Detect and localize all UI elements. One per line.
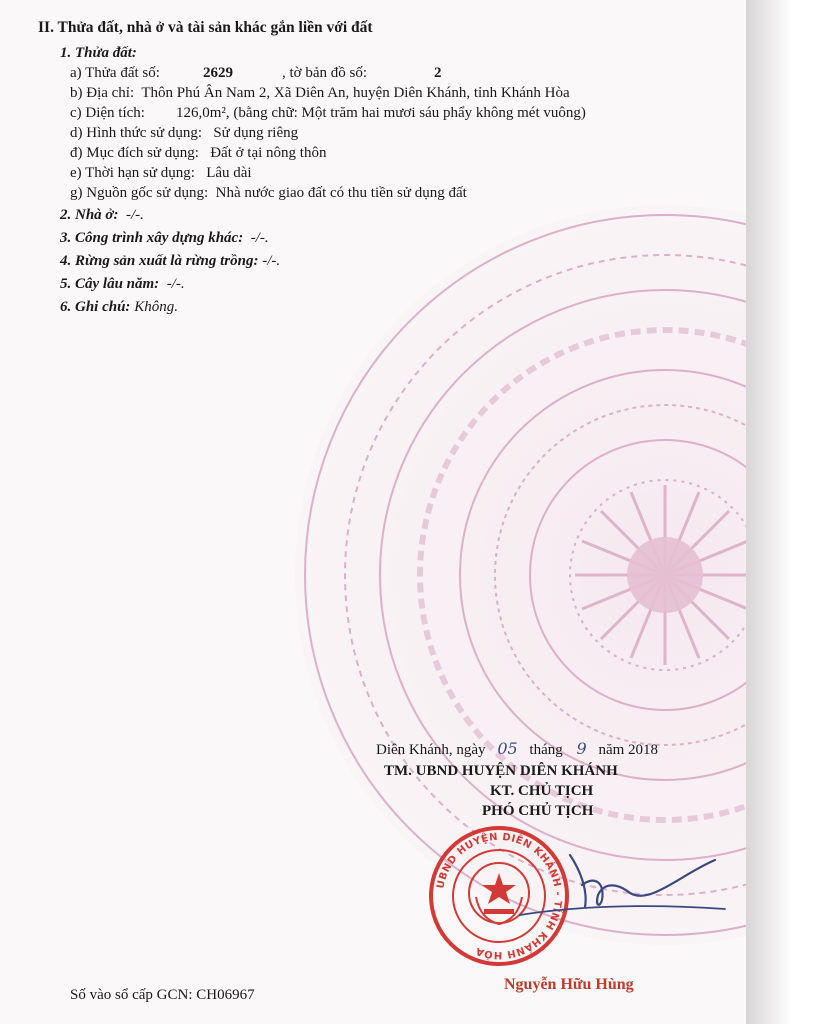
usage-term-value: Lâu dài bbox=[206, 165, 252, 181]
sign-day: 05 bbox=[497, 739, 518, 758]
area-value: 126,0m², (bằng chữ: Một trăm hai mươi sáu phẩy không mét vuông) bbox=[176, 105, 586, 121]
address-value: Thôn Phú Ân Nam 2, Xã Diên An, huyện Diên Khánh, tỉnh Khánh Hòa bbox=[141, 85, 570, 101]
construction-value: -/-. bbox=[250, 230, 269, 246]
registry-number: Số vào sổ cấp GCN: CH06967 bbox=[70, 987, 255, 1003]
place-date bbox=[376, 739, 658, 759]
construction-label: 3. Công trình xây dựng khác: bbox=[60, 230, 244, 246]
parcel-number-value: 2629 bbox=[203, 65, 233, 81]
page-edge-shadow bbox=[746, 0, 823, 1024]
handwritten-signature bbox=[510, 845, 730, 925]
usage-term-label: e) Thời hạn sử dụng: bbox=[70, 165, 195, 181]
month-label: tháng bbox=[529, 742, 563, 758]
usage-term-row bbox=[70, 165, 252, 182]
trees-row bbox=[60, 276, 185, 293]
trees-label: 5. Cây lâu năm: bbox=[60, 276, 160, 292]
stamp-ring-text: UBND HUYỆN DIÊN KHÁNH - TỈNH KHÁNH HÒA bbox=[435, 831, 564, 961]
kt-title: KT. CHỦ TỊCH bbox=[490, 783, 594, 799]
parcel-heading: 1. Thửa đất: bbox=[60, 45, 137, 61]
construction-row bbox=[60, 230, 269, 247]
usage-form-value: Sử dụng riêng bbox=[213, 125, 299, 141]
sign-month: 9 bbox=[576, 739, 587, 758]
usage-form-row bbox=[70, 125, 298, 142]
area-label: c) Diện tích: bbox=[70, 105, 145, 121]
note-value: Không. bbox=[134, 299, 178, 315]
house-value: -/-. bbox=[125, 207, 144, 223]
forest-label: 4. Rừng sản xuất là rừng trồng: bbox=[60, 253, 259, 269]
usage-origin-value: Nhà nước giao đất có thu tiền sử dụng đất bbox=[215, 185, 467, 201]
parcel-number-row bbox=[70, 65, 160, 82]
usage-origin-row bbox=[70, 185, 467, 202]
parcel-number-label: a) Thửa đất số: bbox=[70, 65, 160, 81]
forest-value: -/-. bbox=[262, 253, 281, 269]
usage-purpose-row bbox=[70, 145, 326, 162]
note-label: 6. Ghi chú: bbox=[60, 299, 131, 315]
authority-title: TM. UBND HUYỆN DIÊN KHÁNH bbox=[384, 763, 618, 779]
house-row bbox=[60, 207, 144, 224]
forest-row bbox=[60, 253, 280, 270]
address-row bbox=[70, 85, 570, 102]
usage-form-label: d) Hình thức sử dụng: bbox=[70, 125, 203, 141]
trees-value: -/-. bbox=[166, 276, 185, 292]
map-sheet-value: 2 bbox=[434, 65, 442, 81]
area-row bbox=[70, 105, 145, 122]
address-label: b) Địa chỉ: bbox=[70, 85, 135, 101]
position-title: PHÓ CHỦ TỊCH bbox=[482, 803, 594, 819]
house-label: 2. Nhà ở: bbox=[60, 207, 119, 223]
usage-purpose-value: Đất ở tại nông thôn bbox=[210, 145, 327, 161]
note-row bbox=[60, 299, 178, 316]
section-title: II. Thửa đất, nhà ở và tài sản khác gắn liền với đất bbox=[38, 19, 373, 36]
signer-name: Nguyễn Hữu Hùng bbox=[504, 976, 634, 993]
usage-origin-label: g) Nguồn gốc sử dụng: bbox=[70, 185, 209, 201]
place-date-prefix: Diên Khánh, ngày bbox=[376, 742, 486, 758]
year-label: năm 2018 bbox=[598, 742, 659, 758]
map-sheet-label: , tờ bản đồ số: bbox=[282, 65, 368, 81]
usage-purpose-label: đ) Mục đích sử dụng: bbox=[70, 145, 199, 161]
